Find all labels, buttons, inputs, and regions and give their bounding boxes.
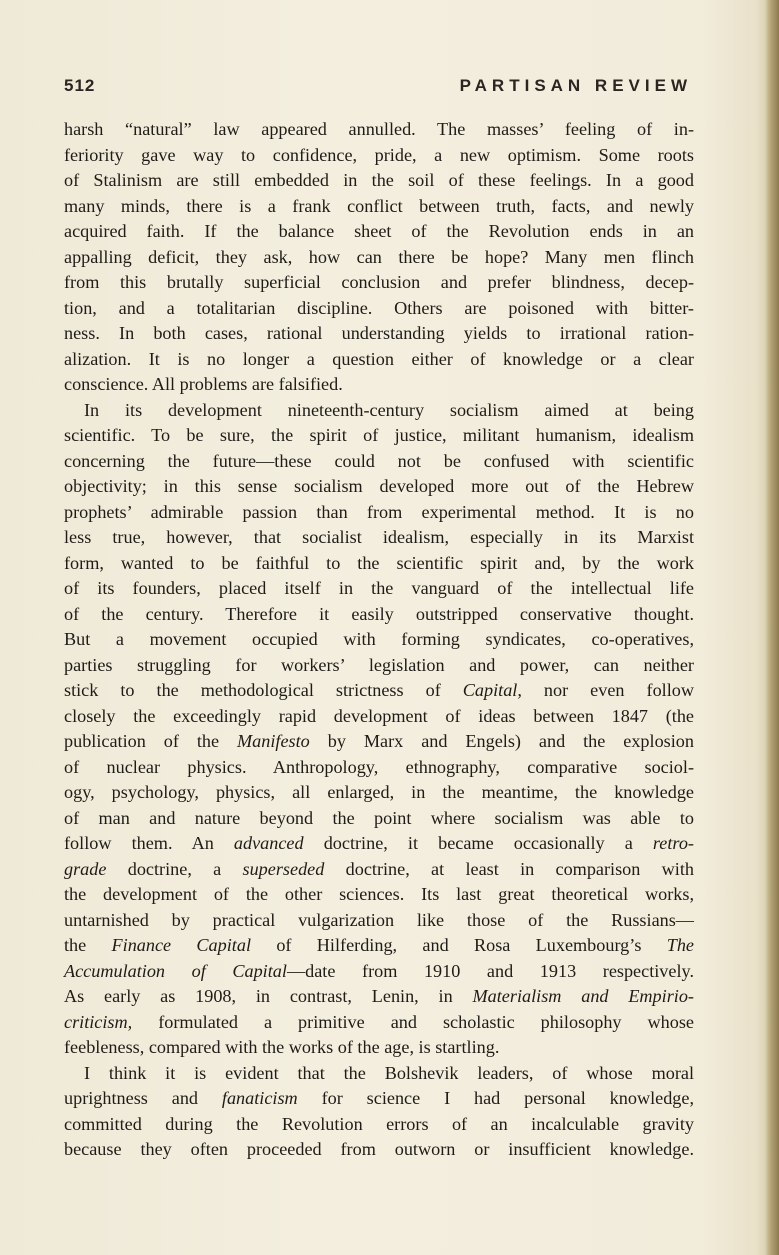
text-line xyxy=(64,933,694,959)
text-line xyxy=(64,959,694,985)
text-line: In its development nineteenth-century socialism aimed at being xyxy=(84,399,694,420)
page-number: 512 xyxy=(64,76,96,95)
text-run: doctrine, at least in comparison with xyxy=(324,858,694,879)
page-gutter-edge xyxy=(765,0,779,1255)
text-line: prophets’ admirable passion than from experimental method. It is no xyxy=(64,501,694,522)
running-head xyxy=(64,76,692,102)
text-line: scientific. To be sure, the spirit of justice, militant humanism, idealism xyxy=(64,425,694,445)
text-line: closely the exceedingly rapid development of ideas between 1847 (the xyxy=(64,705,694,726)
text-line xyxy=(64,857,694,883)
paragraph-3 xyxy=(64,1061,694,1163)
italic-title: Materialism and Empirio- xyxy=(472,986,694,1006)
text-line: from this brutally superficial conclusion and prefer blindness, decep- xyxy=(64,272,694,292)
text-line: form, wanted to be faithful to the scientific spirit and, by the work xyxy=(64,552,694,573)
italic-term: retro- xyxy=(652,833,694,853)
italic-title: Manifesto xyxy=(237,731,310,751)
italic-title: Accumulation of Capital xyxy=(64,960,287,981)
journal-title: PARTISAN REVIEW xyxy=(459,76,692,95)
italic-title: Capital, xyxy=(462,680,522,700)
italic-title: The xyxy=(666,935,694,955)
text-line: I think it is evident that the Bolshevik leaders, of whose moral xyxy=(84,1062,694,1083)
text-line xyxy=(64,831,694,857)
text-line: committed during the Revolution errors of an incalculable gravity xyxy=(64,1113,694,1134)
text-line: conscience. All problems are falsified. xyxy=(64,374,343,394)
text-line: alization. It is no longer a question either of knowledge or a clear xyxy=(64,348,694,369)
text-line: untarnished by practical vulgarization like those of the Russians— xyxy=(64,909,694,930)
text-run: of Hilferding, and Rosa Luxembourg’s xyxy=(251,935,667,955)
text-run: As early as 1908, in contrast, Lenin, in xyxy=(64,986,473,1006)
text-run: nor even follow xyxy=(521,680,695,700)
text-line xyxy=(64,1086,694,1112)
paragraph-2 xyxy=(64,398,694,1061)
italic-term: fanaticism xyxy=(221,1088,298,1108)
italic-term: superseded xyxy=(242,858,325,879)
text-run: uprightness and xyxy=(64,1088,222,1108)
text-line: parties struggling for workers’ legislation and power, can neither xyxy=(64,654,694,675)
text-run: follow them. An xyxy=(64,833,234,853)
paragraph-1 xyxy=(64,117,694,398)
italic-term: grade xyxy=(64,858,107,879)
text-line: feriority gave way to confidence, pride, a new optimism. Some roots xyxy=(64,144,694,165)
text-line: of man and nature beyond the point where socialism was able to xyxy=(64,807,694,828)
text-run: stick to the methodological strictness of xyxy=(64,680,463,700)
text-line: of Stalinism are still embedded in the soil of these feelings. In a good xyxy=(64,170,694,190)
text-line xyxy=(64,1010,694,1036)
text-line: because they often proceeded from outworn or insufficient knowledge. xyxy=(64,1139,694,1159)
text-line xyxy=(64,984,694,1010)
text-run: publication of the xyxy=(64,731,238,751)
text-run: doctrine, it became occasionally a xyxy=(303,833,653,853)
text-line: feebleness, compared with the works of the age, is startling. xyxy=(64,1037,500,1057)
italic-title: criticism, xyxy=(64,1011,133,1032)
text-line: ogy, psychology, physics, all enlarged, in the meantime, the knowledge xyxy=(64,782,694,802)
text-line: appalling deficit, they ask, how can there be hope? Many men flinch xyxy=(64,246,694,267)
text-line: concerning the future—these could not be confused with scientific xyxy=(64,450,694,471)
text-line: harsh “natural” law appeared annulled. The masses’ feeling of in- xyxy=(64,119,694,139)
text-run: by Marx and Engels) and the explosion xyxy=(309,731,694,751)
text-line: of nuclear physics. Anthropology, ethnography, comparative sociol- xyxy=(64,756,694,777)
text-line: many minds, there is a frank conflict between truth, facts, and newly xyxy=(64,195,694,216)
text-line: ness. In both cases, rational understanding yields to irrational ration- xyxy=(64,323,694,343)
text-line: tion, and a totalitarian discipline. Others are poisoned with bitter- xyxy=(64,297,694,318)
text-line: of its founders, placed itself in the vanguard of the intellectual life xyxy=(64,578,694,598)
text-run: —date from 1910 and 1913 respectively. xyxy=(286,960,694,981)
text-line xyxy=(64,729,694,755)
text-run: the xyxy=(64,935,112,955)
italic-term: advanced xyxy=(233,833,304,853)
text-line: objectivity; in this sense socialism developed more out of the Hebrew xyxy=(64,476,694,496)
text-line: the development of the other sciences. Its last great theoretical works, xyxy=(64,884,694,904)
text-line: But a movement occupied with forming syndicates, co-operatives, xyxy=(64,629,694,649)
text-line: acquired faith. If the balance sheet of the Revolution ends in an xyxy=(64,221,694,241)
text-run: for science I had personal knowledge, xyxy=(297,1088,695,1108)
italic-title: Finance Capital xyxy=(111,935,252,955)
article-body xyxy=(64,117,694,1163)
text-line: less true, however, that socialist idealism, especially in its Marxist xyxy=(64,527,694,547)
text-line: of the century. Therefore it easily outstripped conservative thought. xyxy=(64,603,694,624)
text-run: formulated a primitive and scholastic philosophy whose xyxy=(132,1011,694,1032)
text-line xyxy=(64,678,694,704)
text-run: doctrine, a xyxy=(106,858,243,879)
